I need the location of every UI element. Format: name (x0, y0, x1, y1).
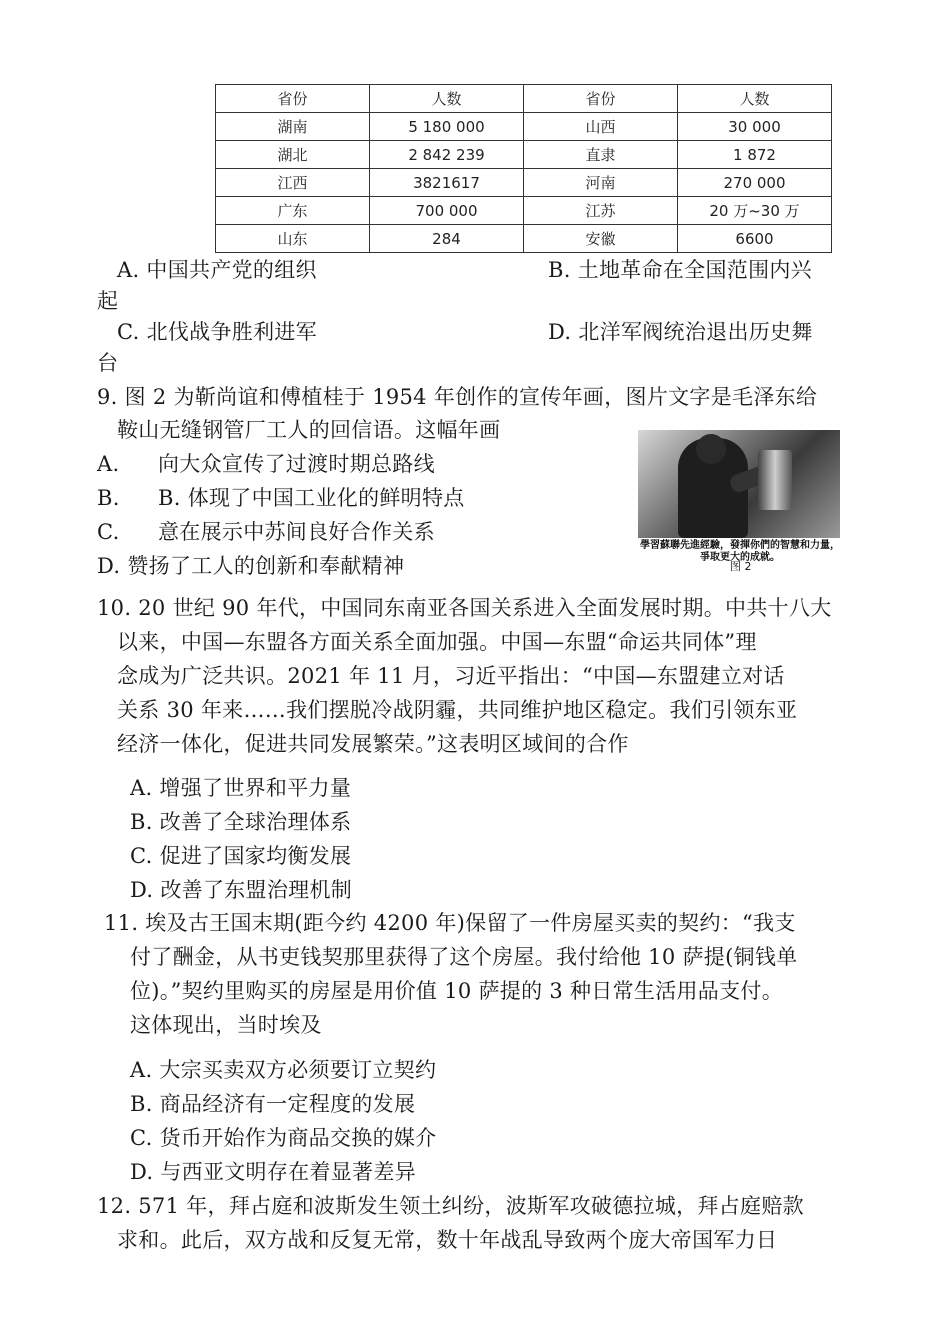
q9-option-c-letter[interactable]: C. (97, 520, 120, 544)
table-cell: 1 872 (678, 141, 832, 169)
population-table (215, 84, 832, 253)
poster-steel-pipe (758, 450, 792, 510)
q8-option-b-continued: 起 (97, 289, 119, 313)
q10-stem-line1: 10. 20 世纪 90 年代，中国同东南亚各国关系进入全面发展时期。中共十八大 (97, 596, 832, 620)
q12-stem-line2: 求和。此后，双方战和反复无常，数十年战乱导致两个庞大帝国军力日 (117, 1228, 778, 1252)
q10-option-d[interactable]: D. 改善了东盟治理机制 (130, 878, 353, 902)
poster-worker-head (696, 434, 726, 464)
q9-option-a[interactable]: 向大众宣传了过渡时期总路线 (158, 452, 435, 476)
poster-caption: 學習蘇聯先進經驗，發揮你們的智慧和力量，爭取更大的成就。 (640, 540, 840, 563)
q9-option-c[interactable]: 意在展示中苏间良好合作关系 (158, 520, 435, 544)
table-cell: 河南 (524, 169, 678, 197)
table-row (216, 141, 832, 169)
header-province-2: 省份 (524, 85, 678, 113)
q10-option-a[interactable]: A. 增强了世界和平力量 (130, 776, 352, 800)
table-cell: 山东 (216, 225, 370, 253)
q8-option-c[interactable]: C. 北伐战争胜利进军 (117, 320, 317, 344)
table-cell: 山西 (524, 113, 678, 141)
q10-stem-line4: 关系 30 年来……我们摆脱冷战阴霾，共同维护地区稳定。我们引领东亚 (117, 698, 798, 722)
table-cell: 6600 (678, 225, 832, 253)
q9-stem-line1: 9. 图 2 为靳尚谊和傅植桂于 1954 年创作的宣传年画，图片文字是毛泽东给 (97, 385, 818, 409)
table-cell: 30 000 (678, 113, 832, 141)
table-cell: 284 (370, 225, 524, 253)
q9-option-d[interactable]: D. 赞扬了工人的创新和奉献精神 (97, 554, 405, 578)
table-row (216, 197, 832, 225)
table-cell: 江西 (216, 169, 370, 197)
q11-option-b[interactable]: B. 商品经济有一定程度的发展 (130, 1092, 416, 1116)
table-cell: 5 180 000 (370, 113, 524, 141)
table-cell: 湖北 (216, 141, 370, 169)
q11-option-c[interactable]: C. 货币开始作为商品交换的媒介 (130, 1126, 437, 1150)
q11-option-d[interactable]: D. 与西亚文明存在着显著差异 (130, 1160, 416, 1184)
q11-stem-line3: 位)。”契约里购买的房屋是用价值 10 萨提的 3 种日常生活用品支付。 (130, 979, 784, 1003)
table-cell: 3821617 (370, 169, 524, 197)
table-cell: 江苏 (524, 197, 678, 225)
q10-stem-line2: 以来，中国—东盟各方面关系全面加强。中国—东盟“命运共同体”理 (117, 630, 757, 654)
q10-option-b[interactable]: B. 改善了全球治理体系 (130, 810, 352, 834)
propaganda-poster-image (638, 430, 840, 538)
table-cell: 安徽 (524, 225, 678, 253)
q10-option-c[interactable]: C. 促进了国家均衡发展 (130, 844, 352, 868)
q9-option-a-letter[interactable]: A. (97, 452, 120, 476)
table-cell: 广东 (216, 197, 370, 225)
q8-option-d[interactable]: D. 北洋军阀统治退出历史舞 (548, 320, 813, 344)
q8-option-d-continued: 台 (97, 351, 119, 375)
table-row (216, 225, 832, 253)
q9-option-b-letter[interactable]: B. (97, 486, 120, 510)
q8-option-a[interactable]: A. 中国共产党的组织 (117, 258, 317, 282)
table-cell: 20 万~30 万 (678, 197, 832, 225)
q10-stem-line5: 经济一体化，促进共同发展繁荣。”这表明区域间的合作 (117, 732, 629, 756)
header-province-1: 省份 (216, 85, 370, 113)
table-cell: 直隶 (524, 141, 678, 169)
q10-stem-line3: 念成为广泛共识。2021 年 11 月，习近平指出：“中国—东盟建立对话 (117, 664, 785, 688)
table-row (216, 169, 832, 197)
table-cell: 700 000 (370, 197, 524, 225)
table-cell: 2 842 239 (370, 141, 524, 169)
table-header-row (216, 85, 832, 113)
header-count-1: 人数 (370, 85, 524, 113)
q11-stem-line1: 11. 埃及古王国末期(距今约 4200 年)保留了一件房屋买卖的契约：“我支 (104, 911, 796, 935)
table-cell: 湖南 (216, 113, 370, 141)
q8-option-b[interactable]: B. 土地革命在全国范围内兴 (548, 258, 812, 282)
q9-option-b[interactable]: B. 体现了中国工业化的鲜明特点 (158, 486, 465, 510)
q9-stem-line2: 鞍山无缝钢管厂工人的回信语。这幅年画 (117, 418, 501, 442)
q11-stem-line2: 付了酬金，从书吏钱契那里获得了这个房屋。我付给他 10 萨提(铜钱单 (130, 945, 798, 969)
figure-label: 图 2 (730, 560, 752, 573)
table-row (216, 113, 832, 141)
q12-stem-line1: 12. 571 年，拜占庭和波斯发生领土纠纷，波斯军攻破德拉城，拜占庭赔款 (97, 1194, 804, 1218)
table-cell: 270 000 (678, 169, 832, 197)
q11-stem-line4: 这体现出，当时埃及 (130, 1013, 322, 1037)
q11-option-a[interactable]: A. 大宗买卖双方必须要订立契约 (130, 1058, 437, 1082)
header-count-2: 人数 (678, 85, 832, 113)
